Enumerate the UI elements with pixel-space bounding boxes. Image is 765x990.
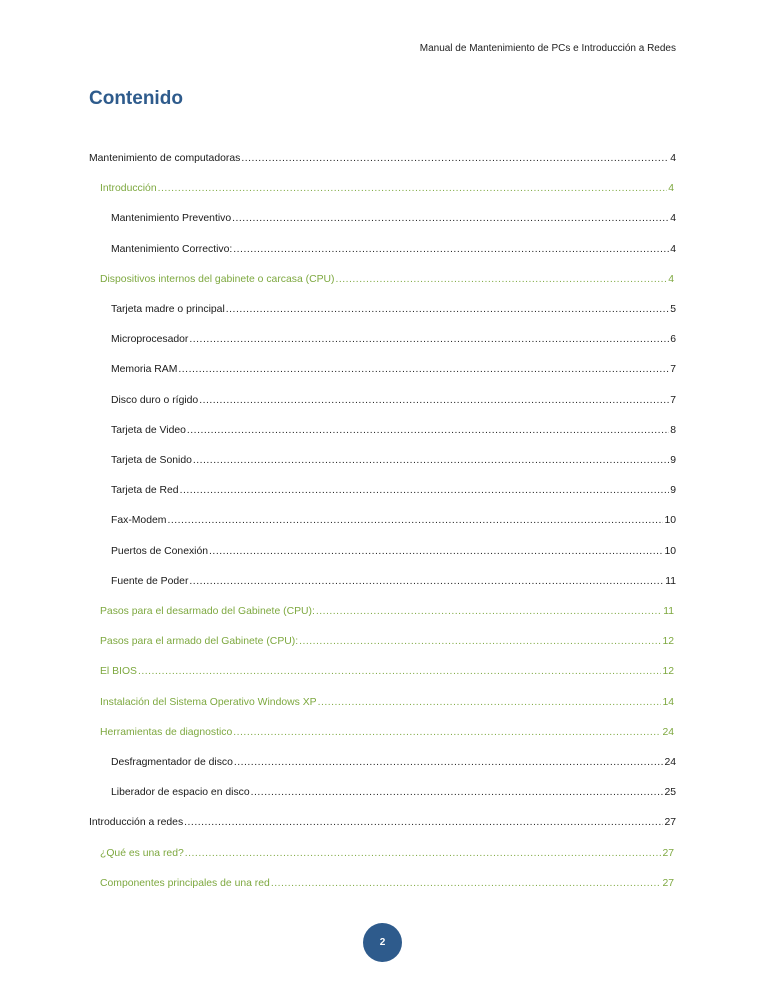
toc-dot-leader: [299, 633, 661, 651]
toc-entry-page: 25: [664, 787, 676, 799]
toc-entry-page: 14: [662, 696, 674, 708]
toc-dot-leader: [199, 392, 669, 410]
toc-entry-label: Componentes principales de una red: [100, 877, 270, 889]
toc-dot-leader: [232, 210, 669, 228]
toc-entry[interactable]: [100, 663, 674, 681]
toc-entry[interactable]: [111, 301, 676, 319]
toc-entry[interactable]: [100, 694, 674, 712]
toc-entry[interactable]: [100, 633, 674, 651]
running-header: Manual de Mantenimiento de PCs e Introducción a Redes: [419, 43, 676, 54]
toc-entry-label: Mantenimiento de computadoras: [89, 153, 241, 164]
toc-entry[interactable]: [89, 150, 676, 168]
toc-entry[interactable]: [100, 845, 674, 863]
toc-entry[interactable]: [111, 573, 676, 591]
toc-entry[interactable]: [111, 754, 676, 772]
toc-dot-leader: [193, 452, 669, 470]
toc-entry-label: Dispositivos internos del gabinete o carcasa (CPU): [100, 273, 335, 285]
toc-entry-label: Tarjeta de Red: [111, 485, 179, 497]
toc-entry[interactable]: [111, 512, 676, 530]
toc-entry-page: 7: [670, 364, 676, 376]
toc-entry-label: Fuente de Poder: [111, 575, 189, 587]
toc-dot-leader: [234, 754, 664, 772]
toc-entry-label: El BIOS: [100, 666, 137, 678]
toc-dot-leader: [233, 241, 669, 259]
toc-entry-label: Introducción: [100, 183, 157, 195]
page-title: Contenido: [89, 88, 183, 109]
toc-entry-label: Tarjeta madre o principal: [111, 304, 225, 315]
toc-entry-label: Pasos para el armado del Gabinete (CPU):: [100, 636, 299, 648]
toc-entry-page: 12: [662, 666, 674, 678]
toc-entry-page: 4: [670, 243, 676, 255]
toc-entry[interactable]: [111, 241, 676, 259]
toc-entry[interactable]: [111, 392, 676, 410]
toc-dot-leader: [241, 150, 669, 168]
toc-dot-leader: [189, 573, 664, 591]
toc-entry[interactable]: [100, 271, 674, 289]
toc-entry-label: Mantenimiento Correctivo:: [111, 243, 233, 255]
toc-entry[interactable]: [111, 210, 676, 228]
toc-entry[interactable]: [100, 875, 674, 893]
toc-entry-page: 12: [662, 636, 674, 648]
toc-entry[interactable]: [89, 814, 676, 832]
toc-dot-leader: [316, 603, 662, 621]
toc-entry-label: Instalación del Sistema Operativo Windows XP: [100, 696, 317, 708]
toc-entry-label: Mantenimiento Preventivo: [111, 213, 232, 225]
toc-entry-page: 27: [662, 847, 674, 859]
toc-entry[interactable]: [100, 180, 674, 198]
toc-entry-label: Desfragmentador de disco: [111, 757, 233, 768]
toc-entry-page: 27: [664, 817, 676, 829]
toc-dot-leader: [178, 361, 669, 379]
toc-entry[interactable]: [111, 482, 676, 500]
toc-entry-page: 7: [670, 394, 676, 406]
toc-dot-leader: [233, 724, 661, 742]
toc-entry-page: 24: [664, 757, 676, 768]
toc-entry-page: 4: [670, 213, 676, 225]
toc-entry[interactable]: [100, 724, 674, 742]
toc-entry-page: 6: [670, 334, 676, 346]
toc-entry-page: 9: [670, 485, 676, 497]
toc-entry-page: 5: [670, 304, 676, 315]
toc-entry-page: 11: [665, 575, 676, 587]
toc-dot-leader: [189, 331, 669, 349]
toc-entry-label: Introducción a redes: [89, 817, 184, 829]
page-number-badge: [363, 923, 402, 962]
toc-dot-leader: [271, 875, 662, 893]
toc-dot-leader: [226, 301, 669, 319]
toc-entry-label: Tarjeta de Sonido: [111, 455, 192, 466]
toc-dot-leader: [209, 543, 663, 561]
toc-entry-label: Fax-Modem: [111, 515, 167, 527]
toc-dot-leader: [185, 845, 662, 863]
toc-entry-page: 8: [670, 424, 676, 436]
toc-entry-page: 4: [668, 183, 674, 195]
toc-dot-leader: [318, 694, 662, 712]
toc-entry[interactable]: [111, 543, 676, 561]
toc-dot-leader: [158, 180, 668, 198]
toc-dot-leader: [184, 814, 663, 832]
toc-dot-leader: [187, 422, 669, 440]
toc-dot-leader: [167, 512, 663, 530]
toc-entry[interactable]: [111, 361, 676, 379]
toc-dot-leader: [180, 482, 670, 500]
page-number: 2: [379, 937, 386, 948]
toc-entry-page: 9: [670, 455, 676, 466]
toc-entry-page: 10: [664, 545, 676, 557]
toc-entry-label: ¿Qué es una red?: [100, 847, 184, 859]
toc-entry[interactable]: [100, 603, 674, 621]
toc-entry-page: 10: [664, 515, 676, 527]
toc-entry-label: Memoria RAM: [111, 364, 178, 376]
toc-dot-leader: [335, 271, 667, 289]
toc-entry-label: Pasos para el desarmado del Gabinete (CPU):: [100, 606, 315, 617]
toc-entry[interactable]: [111, 452, 676, 470]
toc-entry-label: Herramientas de diagnostico: [100, 726, 233, 738]
toc-entry-page: 4: [668, 273, 674, 285]
toc-entry-label: Disco duro o rígido: [111, 394, 199, 406]
toc-entry-page: 24: [662, 726, 674, 738]
toc-entry[interactable]: [111, 784, 676, 802]
toc-entry-label: Liberador de espacio en disco: [111, 787, 250, 799]
toc-entry-label: Microprocesador: [111, 334, 189, 346]
toc-entry[interactable]: [111, 422, 676, 440]
toc-entry-label: Tarjeta de Video: [111, 424, 186, 436]
toc-dot-leader: [251, 784, 664, 802]
toc-entry-page: 4: [670, 153, 676, 164]
toc-entry-page: 11: [663, 606, 674, 617]
toc-dot-leader: [138, 663, 661, 681]
toc-entry[interactable]: [111, 331, 676, 349]
toc-entry-label: Puertos de Conexión: [111, 545, 209, 557]
toc-entry-page: 27: [662, 877, 674, 889]
